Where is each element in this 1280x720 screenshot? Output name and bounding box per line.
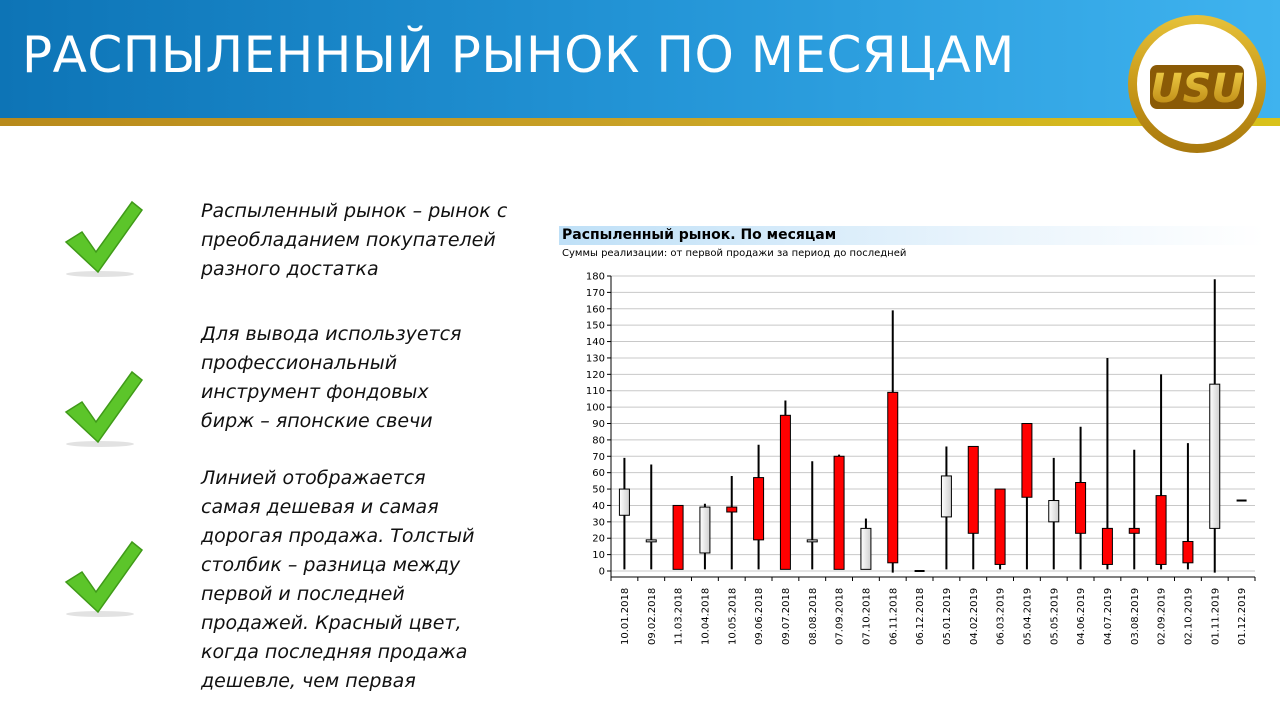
x-tick-label: 06.03.2019 bbox=[995, 587, 1007, 645]
x-tick-label: 04.06.2019 bbox=[1076, 587, 1088, 645]
candle-body bbox=[915, 570, 925, 572]
candle-body bbox=[619, 489, 629, 515]
x-tick-label: 09.02.2018 bbox=[646, 587, 658, 645]
candle-body bbox=[780, 415, 790, 569]
x-tick-label: 05.04.2019 bbox=[1022, 587, 1034, 645]
x-tick-label: 03.08.2019 bbox=[1129, 587, 1141, 645]
x-tick-label: 09.06.2018 bbox=[754, 587, 766, 645]
x-tick-label: 02.10.2019 bbox=[1183, 587, 1195, 645]
candle-body bbox=[1049, 501, 1059, 522]
candle-body bbox=[1102, 528, 1112, 564]
x-tick-label: 10.05.2018 bbox=[727, 587, 739, 645]
y-tick-label: 140 bbox=[585, 337, 605, 349]
chart-subtitle: Суммы реализации: от первой продажи за период до последней bbox=[562, 248, 907, 259]
chart-title: Распыленный рынок. По месяцам bbox=[562, 227, 837, 243]
y-tick-label: 170 bbox=[585, 287, 605, 299]
candle-body bbox=[888, 392, 898, 562]
candle-body bbox=[1129, 528, 1139, 533]
bullet-text-2: Для вывода используется профессиональный инструмент фондовых бирж – японские свечи bbox=[201, 323, 462, 432]
y-tick-label: 100 bbox=[585, 402, 605, 414]
y-tick-label: 40 bbox=[592, 500, 605, 512]
y-tick-label: 70 bbox=[592, 451, 605, 463]
candle-body bbox=[1210, 384, 1220, 528]
page-title: РАСПЫЛЕННЫЙ РЫНОК ПО МЕСЯЦАМ bbox=[22, 26, 1015, 84]
candle-body bbox=[700, 507, 710, 553]
candle-body bbox=[673, 505, 683, 569]
y-tick-label: 110 bbox=[585, 386, 605, 398]
x-tick-label: 10.01.2018 bbox=[619, 587, 631, 645]
candle-body bbox=[1076, 483, 1086, 534]
candle-body bbox=[968, 446, 978, 533]
x-tick-label: 02.09.2019 bbox=[1156, 587, 1168, 645]
x-tick-label: 07.09.2018 bbox=[834, 587, 846, 645]
candle-body bbox=[1022, 424, 1032, 498]
logo-text: USU bbox=[1150, 66, 1244, 112]
y-tick-label: 80 bbox=[592, 435, 605, 447]
x-tick-label: 05.05.2019 bbox=[1049, 587, 1061, 645]
candle-body bbox=[807, 540, 817, 542]
y-tick-label: 160 bbox=[585, 304, 605, 316]
candle-body bbox=[1156, 496, 1166, 565]
y-tick-label: 130 bbox=[585, 353, 605, 365]
bullet-text-1: Распыленный рынок – рынок с преобладанием покупателей разного достатка bbox=[201, 200, 508, 280]
y-tick-label: 60 bbox=[592, 468, 605, 480]
y-tick-label: 180 bbox=[585, 271, 605, 283]
y-tick-label: 90 bbox=[592, 419, 605, 430]
x-tick-label: 04.07.2019 bbox=[1102, 587, 1114, 645]
candle-body bbox=[941, 476, 951, 517]
x-tick-label: 09.07.2018 bbox=[780, 587, 792, 645]
bullet-text-3: Линией отображается самая дешевая и самая дорогая продажа. Толстый столбик – разница между первой и последней продажей. Красный цвет, когда последняя продажа дешевле, чем первая bbox=[201, 467, 475, 692]
x-tick-label: 05.01.2019 bbox=[941, 587, 953, 645]
y-tick-label: 10 bbox=[592, 550, 605, 562]
candle-body bbox=[646, 540, 656, 542]
x-tick-label: 06.11.2018 bbox=[888, 587, 900, 645]
candle-body bbox=[1183, 542, 1193, 563]
candle-body bbox=[1237, 500, 1247, 502]
candle-body bbox=[834, 456, 844, 569]
x-tick-label: 01.12.2019 bbox=[1237, 587, 1249, 645]
x-tick-label: 10.04.2018 bbox=[700, 587, 712, 645]
candle-body bbox=[861, 528, 871, 569]
candle-body bbox=[754, 478, 764, 540]
x-tick-label: 11.03.2018 bbox=[673, 587, 685, 645]
x-tick-label: 04.02.2019 bbox=[968, 587, 980, 645]
x-tick-label: 08.08.2018 bbox=[807, 587, 819, 645]
y-tick-label: 30 bbox=[592, 517, 605, 529]
y-tick-label: 0 bbox=[598, 566, 605, 578]
x-tick-label: 01.11.2019 bbox=[1210, 587, 1222, 645]
candle-body bbox=[727, 507, 737, 512]
y-tick-label: 150 bbox=[585, 320, 605, 332]
x-tick-label: 07.10.2018 bbox=[861, 587, 873, 645]
y-tick-label: 120 bbox=[585, 369, 605, 381]
y-tick-label: 50 bbox=[592, 484, 605, 496]
y-tick-label: 20 bbox=[592, 533, 605, 545]
candle-body bbox=[995, 489, 1005, 564]
x-tick-label: 06.12.2018 bbox=[915, 587, 927, 645]
